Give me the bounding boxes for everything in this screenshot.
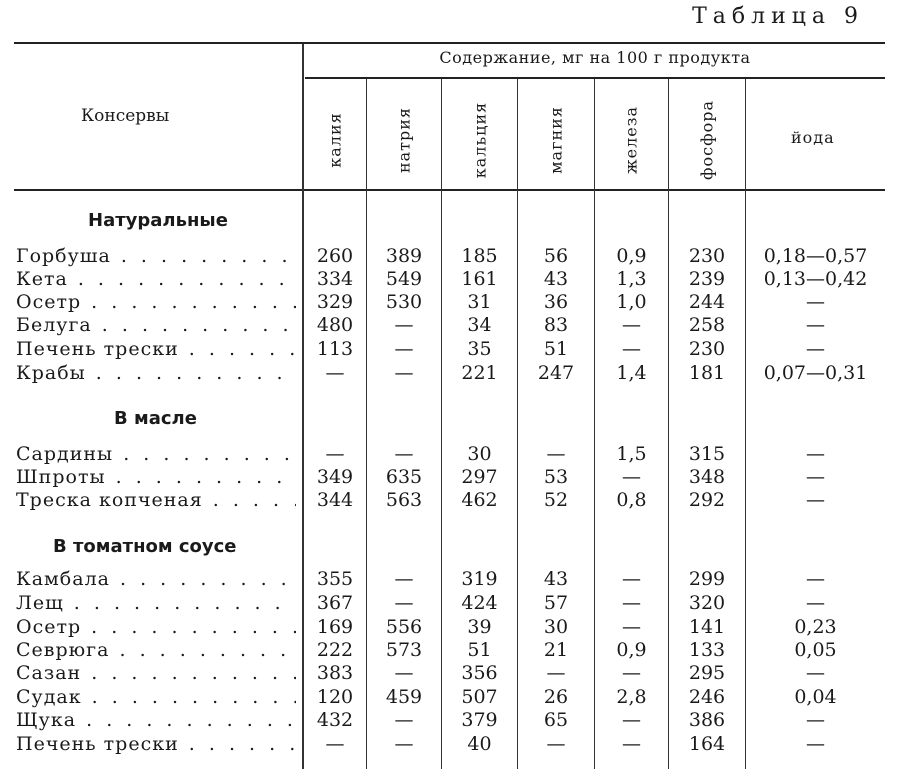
- cell-value: —: [394, 362, 414, 384]
- table-row: [0, 686, 900, 709]
- cell-value: 0,9: [616, 639, 647, 661]
- row-name: Горбуша . . .: [16, 245, 296, 268]
- cell-value: 573: [385, 639, 423, 661]
- cell-value: 1,5: [616, 443, 647, 465]
- cell-value: —: [394, 443, 414, 465]
- cell-value: —: [394, 662, 414, 684]
- cell-value: 247: [537, 362, 575, 384]
- column-header: натрия: [394, 106, 414, 174]
- cell-value: 161: [461, 268, 498, 290]
- row-name: Камбала . . .: [16, 568, 296, 591]
- cell-value: 320: [688, 592, 726, 614]
- cell-value: 356: [461, 662, 498, 684]
- table-row: [0, 662, 900, 685]
- cell-value: —: [394, 568, 414, 590]
- cell-value: —: [806, 733, 825, 755]
- cell-value: —: [806, 291, 825, 313]
- cell-value: 39: [467, 616, 492, 638]
- table-row: [0, 268, 900, 291]
- cell-value: —: [394, 338, 414, 360]
- cell-value: 348: [688, 466, 726, 488]
- cell-value: 181: [688, 362, 726, 384]
- cell-value: —: [546, 443, 566, 465]
- cell-value: 51: [543, 338, 569, 360]
- cell-value: 51: [467, 639, 492, 661]
- cell-value: 367: [316, 592, 354, 614]
- cell-value: 53: [543, 466, 569, 488]
- cell-value: —: [622, 592, 641, 614]
- cell-value: 120: [316, 686, 354, 708]
- table-row: [0, 466, 900, 489]
- row-name: Белуга . . .: [16, 314, 296, 337]
- cell-value: —: [622, 709, 641, 731]
- row-name: Осетр . . .: [16, 616, 296, 639]
- cell-value: 141: [688, 616, 726, 638]
- cell-value: 65: [543, 709, 569, 731]
- cell-value: —: [325, 362, 345, 384]
- cell-value: 563: [385, 489, 423, 511]
- cell-value: 315: [688, 443, 726, 465]
- cell-value: —: [622, 733, 641, 755]
- table-row: [0, 733, 900, 756]
- row-name: Судак . . .: [16, 686, 296, 709]
- section-title: В масле: [114, 408, 197, 429]
- column-header: фосфора: [697, 99, 717, 181]
- cell-value: —: [622, 568, 641, 590]
- cell-value: —: [622, 466, 641, 488]
- cell-value: 297: [461, 466, 498, 488]
- table-number-label: Таблица 9: [692, 4, 864, 29]
- cell-value: —: [622, 662, 641, 684]
- cell-value: 0,13—0,42: [763, 268, 868, 290]
- cell-value: 36: [543, 291, 569, 313]
- cell-value: 355: [316, 568, 354, 590]
- cell-value: 221: [461, 362, 498, 384]
- content-title: Содержание, мг на 100 г продукта: [439, 48, 751, 67]
- cell-value: —: [325, 443, 345, 465]
- cell-value: 52: [543, 489, 569, 511]
- cell-value: 0,23: [794, 616, 837, 638]
- cell-value: —: [806, 662, 825, 684]
- cell-value: 0,05: [794, 639, 837, 661]
- cell-value: —: [622, 338, 641, 360]
- cell-value: 386: [688, 709, 726, 731]
- cell-value: —: [806, 338, 825, 360]
- row-name: Шпроты . . .: [16, 466, 296, 489]
- cell-value: 56: [543, 245, 569, 267]
- table-row: [0, 709, 900, 732]
- cell-value: 246: [688, 686, 726, 708]
- column-header: калия: [325, 112, 345, 168]
- cell-value: 21: [543, 639, 569, 661]
- cell-value: 389: [385, 245, 423, 267]
- cell-value: —: [546, 662, 566, 684]
- table-row: [0, 443, 900, 466]
- cell-value: 258: [688, 314, 726, 336]
- cell-value: 334: [316, 268, 354, 290]
- table-row: [0, 362, 900, 385]
- row-name: Сардины . . .: [16, 443, 296, 466]
- table-row: [0, 568, 900, 591]
- cell-value: 292: [688, 489, 726, 511]
- cell-value: 133: [688, 639, 726, 661]
- cell-value: 43: [543, 268, 569, 290]
- cell-value: —: [806, 466, 825, 488]
- header-bottom-rule: [14, 189, 885, 191]
- cell-value: 1,3: [616, 268, 647, 290]
- cell-value: 0,07—0,31: [763, 362, 868, 384]
- row-name: Печень трески . . .: [16, 338, 296, 361]
- cell-value: —: [806, 443, 825, 465]
- cell-value: 329: [316, 291, 354, 313]
- cell-value: 230: [688, 338, 726, 360]
- row-name: Севрюга . . .: [16, 639, 296, 662]
- cell-value: —: [806, 709, 825, 731]
- cell-value: 0,9: [616, 245, 647, 267]
- cell-value: 244: [688, 291, 726, 313]
- cell-value: —: [806, 489, 825, 511]
- cell-value: 0,18—0,57: [763, 245, 868, 267]
- cell-value: 344: [316, 489, 354, 511]
- cell-value: 424: [461, 592, 498, 614]
- cell-value: 1,4: [616, 362, 647, 384]
- cell-value: 383: [316, 662, 354, 684]
- cell-value: 432: [316, 709, 354, 731]
- cell-value: —: [622, 314, 641, 336]
- cell-value: 26: [543, 686, 569, 708]
- cell-value: 239: [688, 268, 726, 290]
- table-row: [0, 338, 900, 361]
- cell-value: —: [806, 592, 825, 614]
- cell-value: 556: [385, 616, 423, 638]
- cell-value: —: [394, 592, 414, 614]
- cell-value: —: [806, 314, 825, 336]
- row-name: Кета . . .: [16, 268, 296, 291]
- cell-value: —: [806, 568, 825, 590]
- cell-value: 462: [461, 489, 498, 511]
- cell-value: 169: [316, 616, 354, 638]
- row-name: Осетр . . .: [16, 291, 296, 314]
- cell-value: 113: [316, 338, 354, 360]
- cell-value: 349: [316, 466, 354, 488]
- cell-value: 635: [385, 466, 423, 488]
- table-row: [0, 291, 900, 314]
- cell-value: 319: [461, 568, 498, 590]
- row-name: Лещ . . .: [16, 592, 296, 615]
- row-name: Сазан . . .: [16, 662, 296, 685]
- cell-value: 31: [467, 291, 492, 313]
- cell-value: 83: [543, 314, 569, 336]
- cell-value: —: [394, 733, 414, 755]
- column-header: железа: [621, 105, 641, 175]
- section-title: Натуральные: [88, 210, 228, 231]
- cell-value: 43: [543, 568, 569, 590]
- table-row: [0, 314, 900, 337]
- cell-value: 185: [461, 245, 498, 267]
- top-rule: [14, 42, 885, 44]
- cell-value: 507: [461, 686, 498, 708]
- cell-value: 295: [688, 662, 726, 684]
- table-row: [0, 489, 900, 512]
- cell-value: 35: [467, 338, 492, 360]
- cell-value: 222: [316, 639, 354, 661]
- cell-value: —: [394, 314, 414, 336]
- column-header: йода: [791, 128, 835, 147]
- cell-value: 30: [467, 443, 492, 465]
- cell-value: 0,04: [794, 686, 837, 708]
- cell-value: 379: [461, 709, 498, 731]
- cell-value: 30: [543, 616, 569, 638]
- column-header: магния: [546, 106, 566, 174]
- table-row: [0, 592, 900, 615]
- cell-value: —: [394, 709, 414, 731]
- cell-value: 260: [316, 245, 354, 267]
- cell-value: 299: [688, 568, 726, 590]
- table-row: [0, 639, 900, 662]
- column-header: кальция: [470, 101, 490, 179]
- section-title: В томатном соусе: [53, 536, 237, 557]
- cell-value: 164: [688, 733, 726, 755]
- cell-value: 549: [385, 268, 423, 290]
- table-row: [0, 245, 900, 268]
- cell-value: —: [622, 616, 641, 638]
- cell-value: 530: [385, 291, 423, 313]
- row-name: Щука . . .: [16, 709, 296, 732]
- cell-value: 57: [543, 592, 569, 614]
- cell-value: 40: [467, 733, 492, 755]
- row-header: Консервы: [81, 106, 170, 126]
- cell-value: 480: [316, 314, 354, 336]
- cell-value: —: [546, 733, 566, 755]
- cell-value: 459: [385, 686, 423, 708]
- row-name: Печень трески . . .: [16, 733, 296, 756]
- cell-value: —: [325, 733, 345, 755]
- content-title-rule: [305, 77, 885, 79]
- row-name: Треска копченая . . .: [16, 489, 296, 512]
- cell-value: 2,8: [616, 686, 647, 708]
- cell-value: 0,8: [616, 489, 647, 511]
- cell-value: 1,0: [616, 291, 647, 313]
- cell-value: 230: [688, 245, 726, 267]
- cell-value: 34: [467, 314, 492, 336]
- table-row: [0, 616, 900, 639]
- row-name: Крабы . . .: [16, 362, 296, 385]
